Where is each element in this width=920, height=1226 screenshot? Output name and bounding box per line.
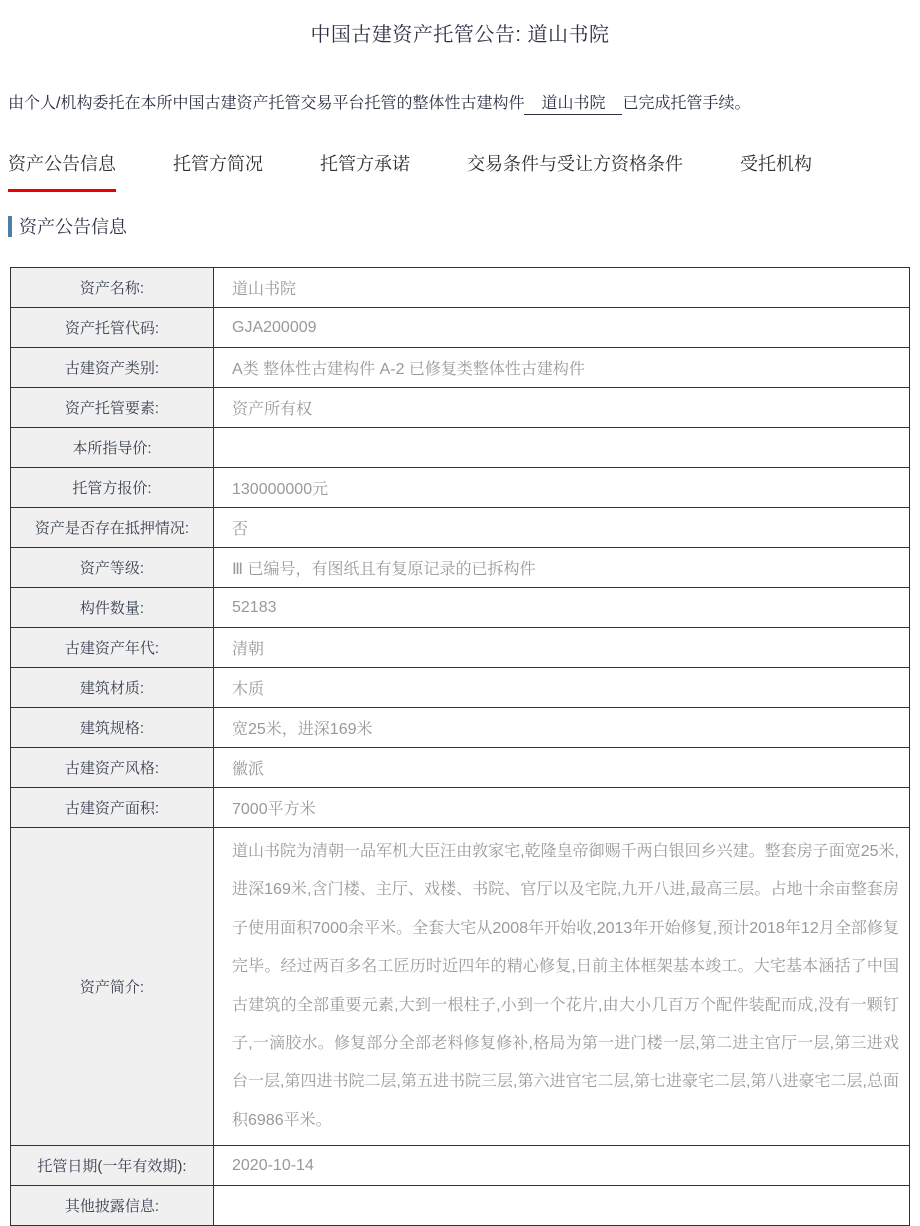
row-value: 7000平方米	[214, 788, 910, 828]
row-value	[214, 428, 910, 468]
row-label: 资产等级:	[11, 548, 214, 588]
table-row-custody-code	[11, 308, 910, 348]
table-row-custody-date	[11, 1146, 910, 1186]
table-row-asset-era	[11, 628, 910, 668]
section-header	[8, 213, 920, 239]
row-label: 资产名称:	[11, 268, 214, 308]
row-value: 130000000元	[214, 468, 910, 508]
row-value: 道山书院	[214, 268, 910, 308]
row-value: 徽派	[214, 748, 910, 788]
row-label: 资产是否存在抵押情况:	[11, 508, 214, 548]
row-label: 托管日期(一年有效期):	[11, 1146, 214, 1186]
row-label: 古建资产面积:	[11, 788, 214, 828]
table-row-other-disclosure	[11, 1186, 910, 1226]
table-row-building-spec	[11, 708, 910, 748]
row-value: 宽25米，进深169米	[214, 708, 910, 748]
table-row-mortgage-status	[11, 508, 910, 548]
row-label: 托管方报价:	[11, 468, 214, 508]
row-value: 否	[214, 508, 910, 548]
tab-custodian-profile[interactable]: 托管方简况	[173, 154, 263, 174]
row-value: 2020-10-14	[214, 1146, 910, 1186]
section-title: 资产公告信息	[19, 217, 127, 237]
row-label: 本所指导价:	[11, 428, 214, 468]
row-value: GJA200009	[214, 308, 910, 348]
table-row-custody-elements	[11, 388, 910, 428]
intro-text	[8, 90, 920, 113]
row-label: 资产简介:	[11, 828, 214, 1146]
row-value	[214, 1186, 910, 1226]
page-title: 中国古建资产托管公告: 道山书院	[310, 24, 610, 46]
row-value: Ⅲ 已编号，有图纸且有复原记录的已拆构件	[214, 548, 910, 588]
table-row-custodian-offer-price	[11, 468, 910, 508]
table-row-asset-area	[11, 788, 910, 828]
tab-asset-announcement-info[interactable]: 资产公告信息	[8, 150, 116, 192]
tab-trade-conditions[interactable]: 交易条件与受让方资格条件	[467, 154, 683, 174]
tab-custodian-commitment[interactable]: 托管方承诺	[320, 154, 410, 174]
asset-info-table	[10, 267, 910, 1226]
tab-bar	[8, 150, 920, 192]
table-row-asset-introduction	[11, 828, 910, 1146]
table-row-component-count	[11, 588, 910, 628]
table-row-building-material	[11, 668, 910, 708]
row-label: 构件数量:	[11, 588, 214, 628]
row-label: 其他披露信息:	[11, 1186, 214, 1226]
table-row-asset-category	[11, 348, 910, 388]
row-label: 资产托管代码:	[11, 308, 214, 348]
intro-prefix: 由个人/机构委托在本所中国古建资产托管交易平台托管的整体性古建构件	[8, 95, 525, 112]
row-label: 资产托管要素:	[11, 388, 214, 428]
section-bar-accent	[8, 216, 12, 237]
row-label: 古建资产类别:	[11, 348, 214, 388]
row-value: 清朝	[214, 628, 910, 668]
table-row-exchange-guide-price	[11, 428, 910, 468]
row-label: 古建资产年代:	[11, 628, 214, 668]
tab-trustee-institution[interactable]: 受托机构	[740, 154, 812, 174]
table-row-asset-style	[11, 748, 910, 788]
row-value: 资产所有权	[214, 388, 910, 428]
row-value: 52183	[214, 588, 910, 628]
intro-suffix: 已完成托管手续。	[622, 95, 751, 112]
table-row-asset-name	[11, 268, 910, 308]
row-value: 木质	[214, 668, 910, 708]
row-value: A类 整体性古建构件 A-2 已修复类整体性古建构件	[214, 348, 910, 388]
row-label: 建筑材质:	[11, 668, 214, 708]
intro-asset-name: 道山书院	[524, 95, 622, 115]
row-label: 建筑规格:	[11, 708, 214, 748]
table-row-asset-grade	[11, 548, 910, 588]
row-label: 古建资产风格:	[11, 748, 214, 788]
row-value: 道山书院为清朝一品军机大臣汪由敦家宅,乾隆皇帝御赐千两白银回乡兴建。整套房子面宽25米,进深169米,含门楼、主厅、戏楼、书院、官厅以及宅院,九开八进,最高三层。占地十余亩整套房子使用面积7000余平米。全套大宅从2008年开始收,2013年开始修复,预计2018年12月全部修复完毕。经过两百多名工匠历时近四年的精心修复,日前主体框架基本竣工。大宅基本涵括了中国古建筑的全部重要元素,大到一根柱子,小到一个花片,由大小几百万个配件装配而成,没有一颗钉子,一滴胶水。修复部分全部老料修复修补,格局为第一进门楼一层,第二进主官厅一层,第三进戏台一层,第四进书院二层,第五进书院三层,第六进官宅二层,第七进豪宅二层,第八进豪宅二层,总面积6986平米。	[214, 828, 910, 1146]
